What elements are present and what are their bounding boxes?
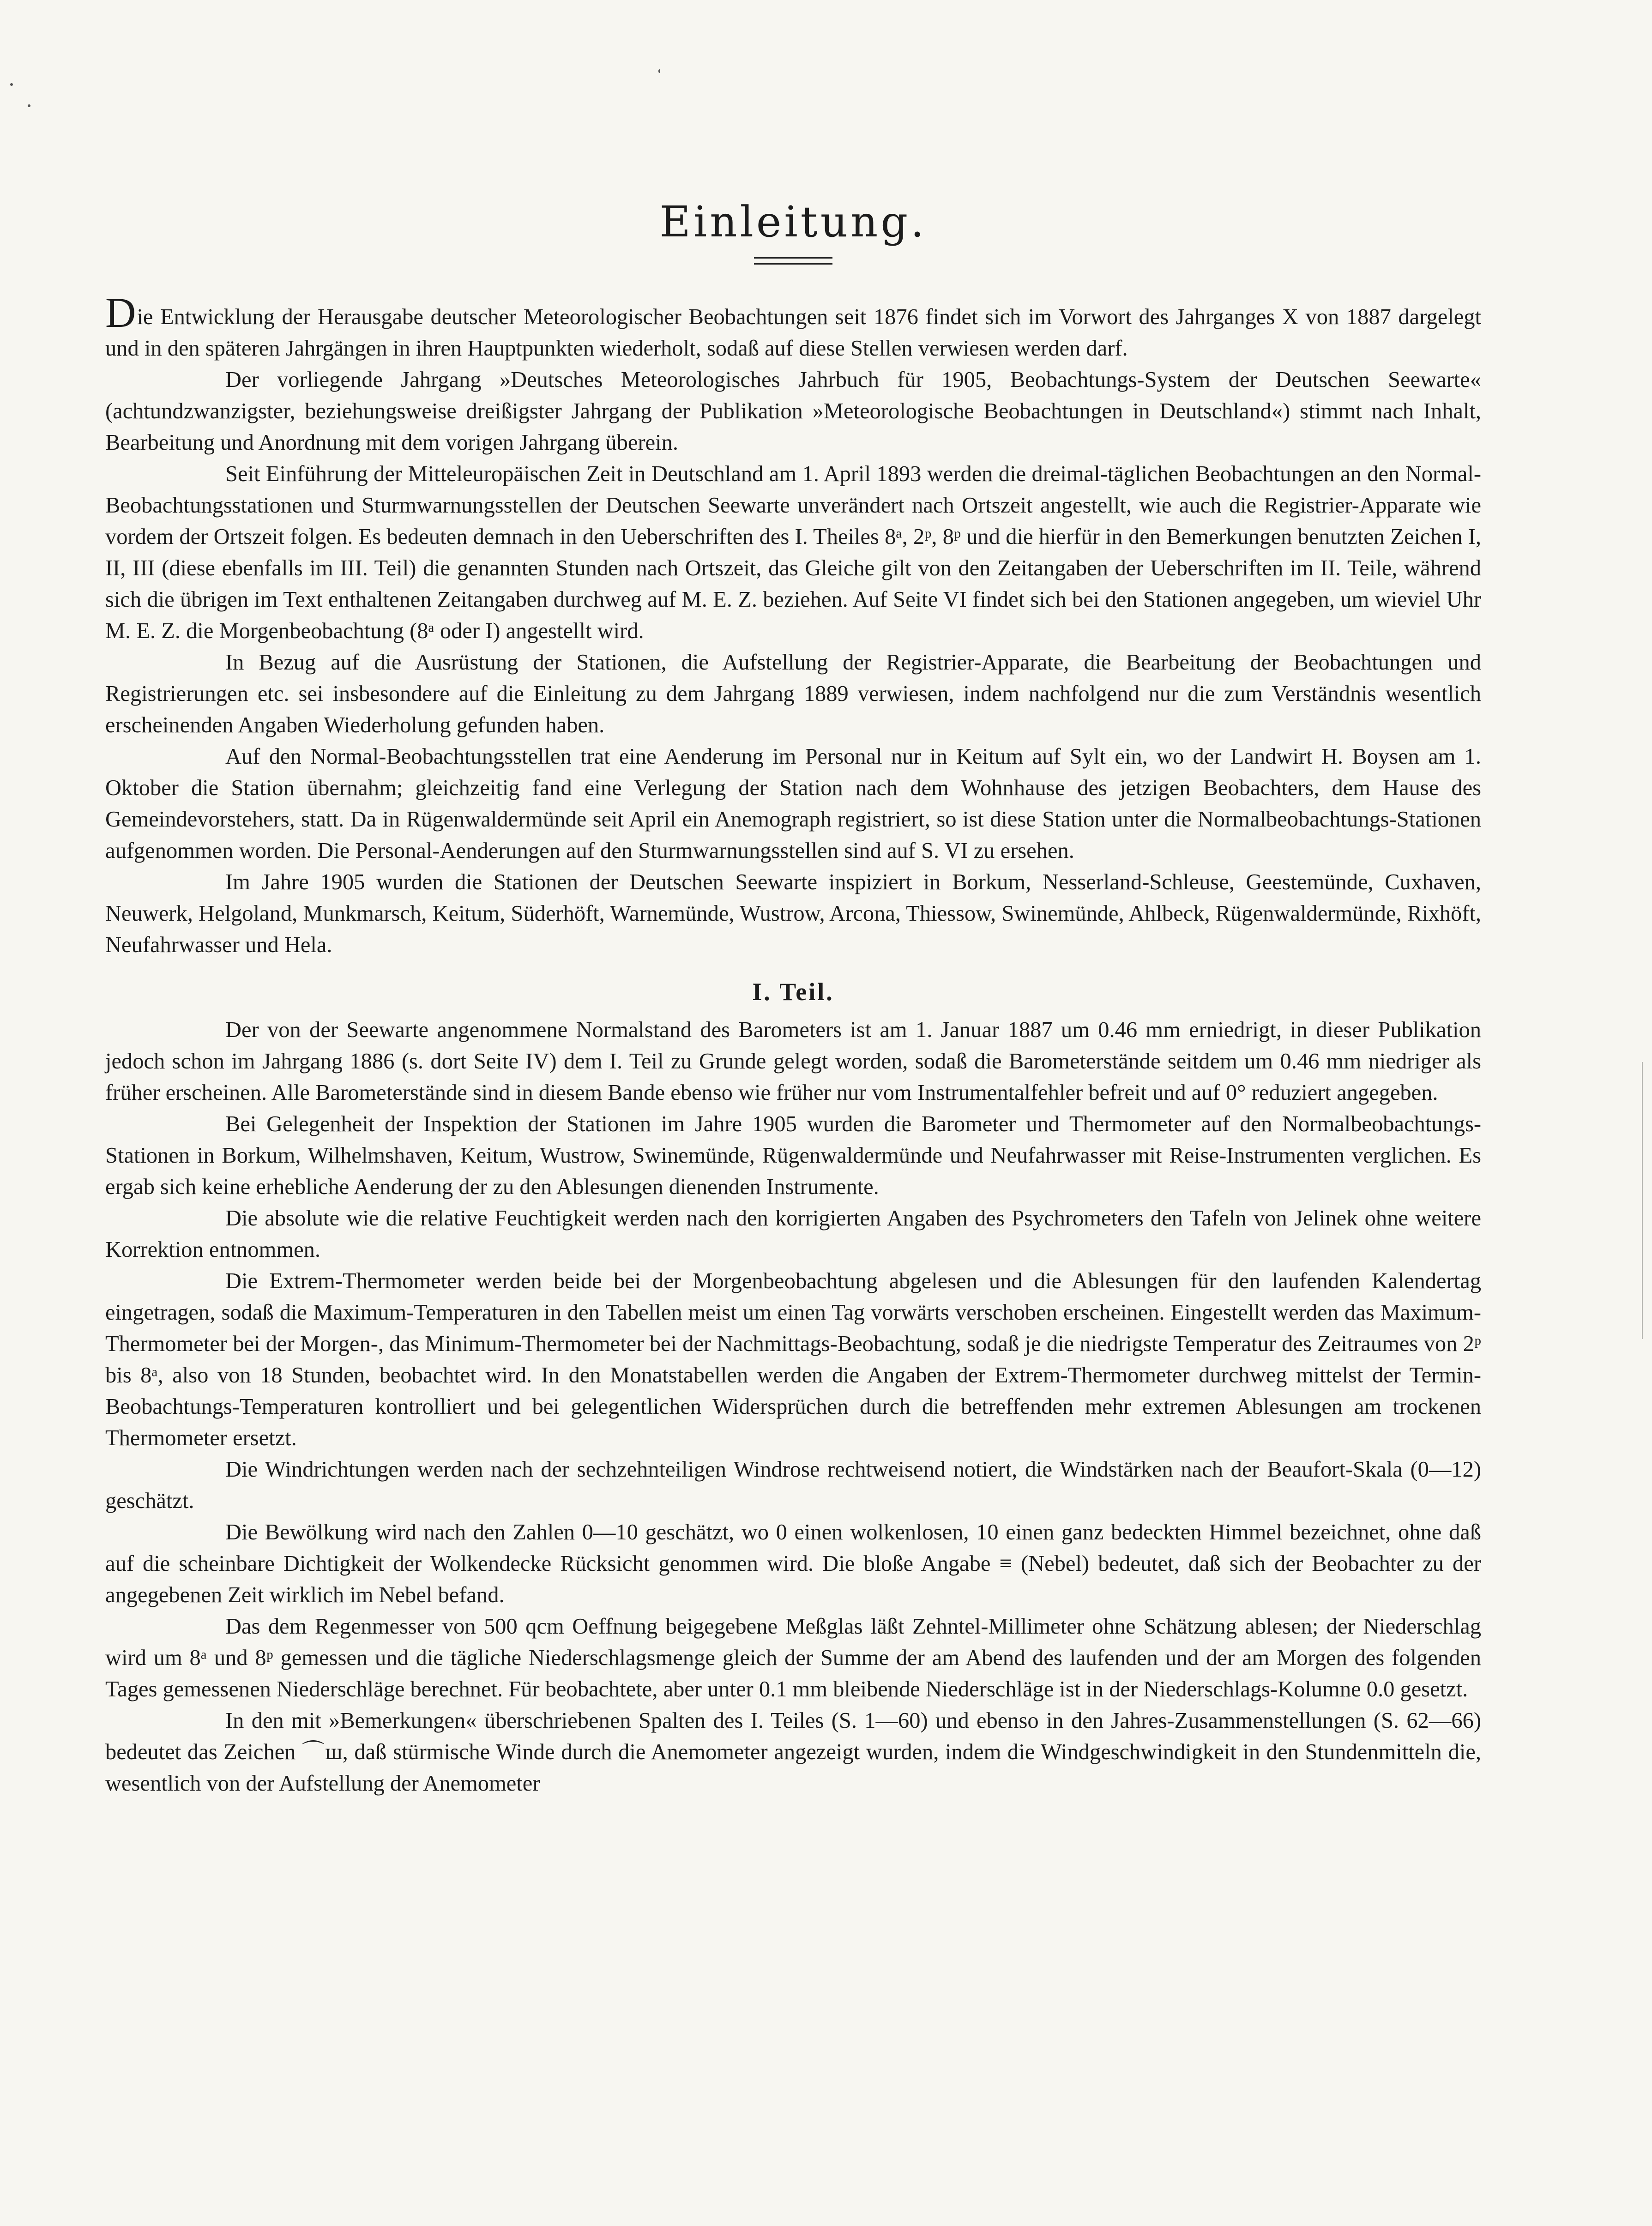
section-paragraph-6: Die Bewölkung wird nach den Zahlen 0—10 geschätzt, wo 0 einen wolkenlosen, 10 einen ganz bedeckten Himmel bezeichnet, ohne daß auf die scheinbare Dichtigkeit der Wolkendecke Rücksicht genommen wird. Die bloße Angabe ≡ (Nebel) bedeutet, daß sich der Beobachter zu der angegebenen Zeit wirklich im Nebel befand. xyxy=(105,1520,1481,1608)
section-paragraph-1: Der von der Seewarte angenommene Normalstand des Barometers ist am 1. Januar 1887 um 0.46 mm erniedrigt, in dieser Publikation jedoch schon im Jahrgang 1886 (s. dort Seite IV) dem I. Teil zu Grunde gelegt worden, sodaß die Barometerstände seitdem um 0.46 mm niedriger als früher erscheinen. Alle Barometerstände sind in diesem Bande ebenso wie früher nur vom Instrumentalfehler befreit und auf 0° reduziert angegeben. xyxy=(105,1018,1481,1105)
intro-paragraph-2: Der vorliegende Jahrgang »Deutsches Meteorologisches Jahrbuch für 1905, Beobachtungs-System der Deutschen Seewarte« (achtundzwanzigster, beziehungsweise dreißigster Jahrgang der Publikation »Meteorologische Beobachtungen in Deutschland«) stimmt nach Inhalt, Bearbeitung und Anordnung mit dem vorigen Jahrgang überein. xyxy=(105,368,1481,455)
scan-speck xyxy=(658,69,660,73)
document-page xyxy=(105,199,1481,1799)
section-body xyxy=(105,1014,1481,1799)
title-ornament-rule xyxy=(754,257,832,265)
intro-paragraph-1 xyxy=(105,289,1481,364)
section-paragraph-4: Die Extrem-Thermometer werden beide bei der Morgenbeobachtung abgelesen und die Ablesungen für den laufenden Kalendertag eingetragen, sodaß die Maximum-Temperaturen in den Tabellen meist um einen Tag vorwärts verschoben erscheinen. Eingestellt werden das Maximum-Thermometer bei der Morgen-, das Minimum-Thermometer bei der Nachmittags-Beobachtung, sodaß je die niedrigste Temperatur des Zeitraumes von 2ᵖ bis 8ᵃ, also von 18 Stunden, beobachtet wird. In den Monatstabellen werden die Angaben der Extrem-Thermometer durchweg mittelst der Termin-Beobachtungs-Temperaturen kontrolliert und bei gelegentlichen Widersprüchen durch die betreffenden mehr extremen Ablesungen am trockenen Thermometer ersetzt. xyxy=(105,1269,1481,1451)
paragraph-text: ie Entwicklung der Herausgabe deutscher Meteorologischer Beobachtungen seit 1876 findet sich im Vorwort des Jahrganges X von 1887 dargelegt und in den späteren Jahrgängen in ihren Hauptpunkten wiederholt, sodaß auf diese Stellen verwiesen werden darf. xyxy=(105,305,1481,361)
intro-paragraph-6: Im Jahre 1905 wurden die Stationen der Deutschen Seewarte inspiziert in Borkum, Nesserland-Schleuse, Geestemünde, Cuxhaven, Neuwerk, Helgoland, Munkmarsch, Keitum, Süderhöft, Warnemünde, Wustrow, Arcona, Thiessow, Swinemünde, Ahlbeck, Rügenwaldermünde, Rixhöft, Neufahrwasser und Hela. xyxy=(105,870,1481,958)
section-paragraph-8: In den mit »Bemerkungen« überschriebenen Spalten des I. Teiles (S. 1—60) und ebenso in den Jahres-Zusammenstellungen (S. 62—66) bedeutet das Zeichen ⌒ш, daß stürmische Winde durch die Anemometer angezeigt wurden, indem die Windgeschwindigkeit in den Stundenmitteln die, wesentlich von der Aufstellung der Anemometer xyxy=(105,1708,1481,1796)
section-heading: I. Teil. xyxy=(752,978,834,1006)
intro-paragraph-4: In Bezug auf die Ausrüstung der Stationen, die Aufstellung der Registrier-Apparate, die Bearbeitung der Beobachtungen und Registrierungen etc. sei insbesondere auf die Einleitung zu dem Jahrgang 1889 verwiesen, indem nachfolgend nur die zum Verständnis wesentlich erscheinenden Angaben Wiederholung gefunden haben. xyxy=(105,650,1481,738)
section-paragraph-7: Das dem Regenmesser von 500 qcm Oeffnung beigegebene Meßglas läßt Zehntel-Millimeter ohne Schätzung ablesen; der Niederschlag wird um 8ᵃ und 8ᵖ gemessen und die tägliche Niederschlagsmenge gleich der Summe der am Abend des laufenden und der am Morgen des folgenden Tages gemessenen Niederschläge berechnet. Für beobachtete, aber unter 0.1 mm bleibende Niederschläge ist in der Niederschlags-Kolumne 0.0 gesetzt. xyxy=(105,1614,1481,1702)
scan-edge-line xyxy=(1642,1062,1643,1339)
drop-cap: D xyxy=(105,289,136,337)
intro-paragraph-3: Seit Einführung der Mitteleuropäischen Zeit in Deutschland am 1. April 1893 werden die dreimal-täglichen Beobachtungen an den Normal-Beobachtungsstationen und Sturmwarnungsstellen der Deutschen Seewarte unverändert nach Ortszeit angestellt, wie auch die Registrier-Apparate wie vordem der Ortszeit folgen. Es bedeuten demnach in den Ueberschriften des I. Theiles 8ᵃ, 2ᵖ, 8ᵖ und die hierfür in den Bemerkungen benutzten Zeichen I, II, III (diese ebenfalls im III. Teil) die genannten Stunden nach Ortszeit, das Gleiche gilt von den Zeitangaben der Ueberschriften im II. Teile, während sich die übrigen im Text enthaltenen Zeitangaben durchweg auf M. E. Z. beziehen. Auf Seite VI findet sich bei den Stationen angegeben, um wieviel Uhr M. E. Z. die Morgenbeobachtung (8ᵃ oder I) angestellt wird. xyxy=(105,462,1481,644)
page-title: Einleitung. xyxy=(659,197,927,247)
section-paragraph-5: Die Windrichtungen werden nach der sechzehnteiligen Windrose rechtweisend notiert, die Windstärken nach der Beaufort-Skala (0—12) geschätzt. xyxy=(105,1457,1481,1514)
section-paragraph-2: Bei Gelegenheit der Inspektion der Stationen im Jahre 1905 wurden die Barometer und Thermometer auf den Normalbeobachtungs-Stationen in Borkum, Wilhelmshaven, Keitum, Wustrow, Swinemünde, Rügenwaldermünde und Neufahrwasser mit Reise-Instrumenten verglichen. Es ergab sich keine erhebliche Aenderung der zu den Ablesungen dienenden Instrumente. xyxy=(105,1112,1481,1200)
scan-speck xyxy=(28,104,30,107)
scan-speck xyxy=(10,83,13,86)
section-paragraph-3: Die absolute wie die relative Feuchtigkeit werden nach den korrigierten Angaben des Psychrometers den Tafeln von Jelinek ohne weitere Korrektion entnommen. xyxy=(105,1206,1481,1262)
intro-paragraph-5: Auf den Normal-Beobachtungsstellen trat eine Aenderung im Personal nur in Keitum auf Sylt ein, wo der Landwirt H. Boysen am 1. Oktober die Station übernahm; gleichzeitig fand eine Verlegung der Station nach dem Wohnhause des jetzigen Beobachters, dem Hause des Gemeindevorstehers, statt. Da in Rügenwaldermünde seit April ein Anemograph registriert, so ist diese Station unter die Normalbeobachtungs-Stationen aufgenommen worden. Die Personal-Aenderungen auf den Sturmwarnungsstellen sind auf S. VI zu ersehen. xyxy=(105,744,1481,863)
intro-section xyxy=(105,289,1481,961)
